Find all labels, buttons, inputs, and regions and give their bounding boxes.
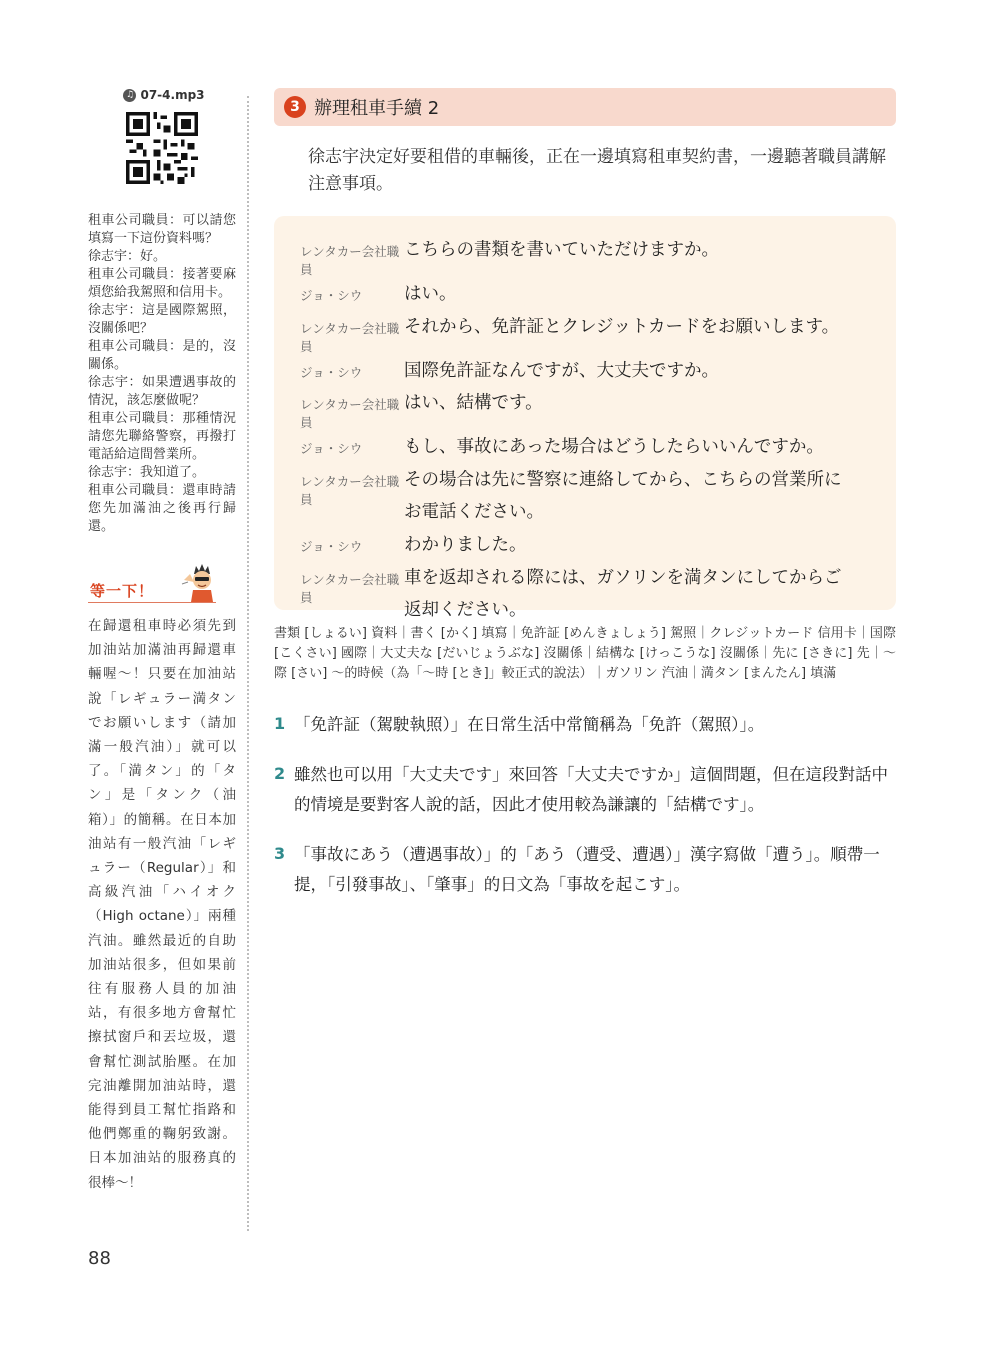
- headphone-icon: ♫: [123, 89, 136, 102]
- dialog-speaker: レンタカー会社職員: [300, 571, 400, 605]
- section-title: 辦理租車手續 2: [314, 98, 440, 119]
- note-item: [274, 704, 896, 740]
- dialog-text: それから、免許証とクレジットカードをお願いします。: [404, 316, 840, 337]
- note-number: 3: [274, 844, 286, 863]
- tip-header: [88, 566, 236, 610]
- dialog-speaker: ジョ・シウ: [300, 441, 363, 457]
- note-item: [274, 754, 896, 820]
- note-text: 雖然也可以用「大丈夫です」來回答「大丈夫ですか」這個問題，但在這段對話中的情境是要對客人說的話，因此才使用較為謙讓的「結構です」。: [294, 765, 888, 814]
- dialog-line: [274, 355, 896, 388]
- section-intro: 徐志宇決定好要租借的車輛後，正在一邊填寫租車契約書，一邊聽著職員講解注意事項。: [308, 147, 886, 194]
- sidebar: [88, 88, 236, 1195]
- dialog-text: その場合は先に警察に連絡してから、こちらの営業所にお電話ください。: [404, 469, 842, 523]
- dialog-line: [274, 529, 896, 562]
- main-content: [274, 88, 896, 914]
- note-number: 1: [274, 714, 286, 733]
- dialog-line: [274, 311, 896, 355]
- dialog-text: わかりました。: [404, 534, 527, 555]
- translation-line: 租車公司職員：可以請您填寫一下這份資料嗎？: [88, 213, 236, 246]
- page-number: 88: [88, 1248, 111, 1269]
- section-number-badge: 3: [284, 96, 306, 118]
- dialog-box: [274, 216, 896, 621]
- tip-body: 在歸還租車時必須先到加油站加滿油再歸還車輛喔～！只要在加油站說「レギュラー満タンでお願いします（請加滿一般汽油）」就可以了。「満タン」的「タン」是「タンク（油箱）」的簡稱。在日本加油站有一般汽油「レギュラー（Regular）」和高級汽油「ハイオク（High octane）」兩種汽油。雖然最近的自助加油站很多，但如果前往有服務人員的加油站，有很多地方會幫忙擦拭窗戶和丟垃圾，還會幫忙測試胎壓。在加完油離開加油站時，還能得到員工幫忙指路和他們鄭重的鞠躬致謝。日本加油站的服務真的很棒～！: [88, 618, 236, 1191]
- translation-line: 租車公司職員：接著要麻煩您給我駕照和信用卡。: [88, 267, 236, 300]
- notes-list: [274, 704, 896, 900]
- note-item: [274, 834, 896, 900]
- dialog-speaker: レンタカー会社職員: [300, 473, 400, 507]
- dialog-text: 国際免許証なんですが、大丈夫ですか。: [404, 360, 719, 381]
- dialog-speaker: レンタカー会社職員: [300, 320, 400, 354]
- qr-code[interactable]: [126, 112, 198, 184]
- dialog-line: [274, 431, 896, 464]
- dialog-speaker: ジョ・シウ: [300, 364, 363, 380]
- note-text: 「事故にあう（遭遇事故）」的「あう（遭受、遭遇）」漢字寫做「遭う」。順帶一提，「引發事故」、「肇事」的日文為「事故を起こす」。: [294, 845, 880, 894]
- dialog-translation: [88, 212, 236, 536]
- dialog-speaker: レンタカー会社職員: [300, 244, 400, 277]
- translation-line: 徐志宇：如果遭遇事故的情況，該怎麼做呢？: [88, 375, 236, 408]
- dialog-text: はい、結構です。: [404, 393, 543, 414]
- dialog-text: こちらの書類を書いていただけますか。: [404, 240, 719, 260]
- translation-line: 徐志宇：我知道了。: [88, 465, 206, 480]
- dialog-line: [274, 387, 896, 431]
- dialog-line: [274, 234, 896, 278]
- translation-line: 租車公司職員：是的，沒關係。: [88, 339, 236, 372]
- translation-line: 徐志宇：好。: [88, 249, 167, 264]
- translation-line: 租車公司職員：還車時請您先加滿油之後再行歸還。: [88, 483, 236, 534]
- dialog-text: 車を返却される際には、ガソリンを満タンにしてからご返却ください。: [404, 567, 842, 621]
- note-number: 2: [274, 764, 286, 783]
- dialog-speaker: レンタカー会社職員: [300, 397, 400, 431]
- translation-line: 徐志宇：這是國際駕照，沒關係吧？: [88, 303, 236, 336]
- mascot-illustration: [180, 560, 224, 604]
- dialog-line: [274, 562, 896, 627]
- audio-track[interactable]: [92, 88, 236, 102]
- dialog-text: もし、事故にあった場合はどうしたらいいんですか。: [404, 437, 824, 458]
- dialog-line: [274, 464, 896, 529]
- vocabulary-list: 書類 [しょるい] 資料｜書く [かく] 填寫｜免許証 [めんきょしょう] 駕照｜クレジットカード 信用卡｜国際 [こくさい] 國際｜大丈夫な [だいじょうぶな] 沒關係｜結構な [けっこうな] 沒關係｜先に [さきに] 先｜～際 [さい] ～的時候（為「～時 [とき]」較正式的說法）｜ガソリン 汽油｜満タン [まんたん] 填滿: [274, 626, 896, 681]
- dialog-text: はい。: [404, 284, 457, 304]
- audio-filename: 07-4.mp3: [140, 88, 205, 102]
- dialog-speaker: ジョ・シウ: [300, 288, 363, 303]
- column-divider: [247, 96, 249, 1231]
- tip-label: 等一下！: [90, 582, 155, 600]
- translation-line: 租車公司職員：那種情況請您先聯絡警察，再撥打電話給這間營業所。: [88, 411, 236, 462]
- note-text: 「免許証（駕駛執照）」在日常生活中常簡稱為「免許（駕照）」。: [294, 715, 765, 734]
- section-header: [274, 88, 896, 126]
- dialog-line: [274, 278, 896, 311]
- dialog-speaker: ジョ・シウ: [300, 538, 363, 554]
